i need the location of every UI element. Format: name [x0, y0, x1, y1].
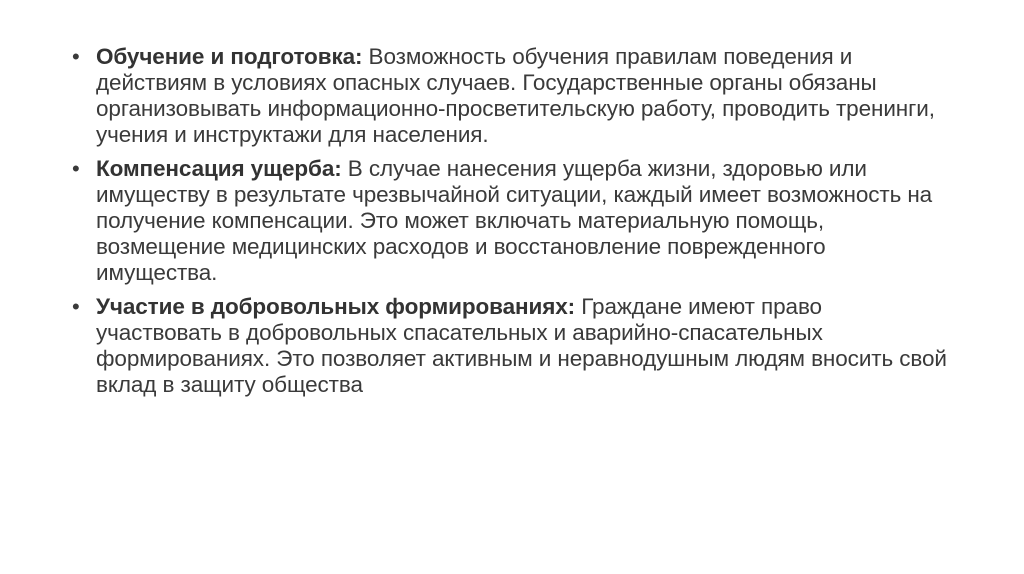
bullet-title: Участие в добровольных формированиях: [96, 294, 576, 319]
bullet-text: Возможность обучения правилам поведения и действиям в условиях опасных случаев. Государственные органы обязаны организовывать информационно-просветительскую работу, проводить тренинги, учения и инструктажи для населения. [96, 44, 935, 147]
bullet-item-volunteer [72, 294, 952, 398]
bullet-title: Компенсация ущерба: [96, 156, 342, 181]
bullet-text: В случае нанесения ущерба жизни, здоровью или имуществу в результате чрезвычайной ситуации, каждый имеет возможность на получение компенсации. Это может включать материальную помощь, возмещение медицинских расходов и восстановление поврежденного имущества. [96, 156, 933, 285]
bullet-text: Граждане имеют право участвовать в добровольных спасательных и аварийно-спасательных формированиях. Это позволяет активным и неравнодушным людям вносить свой вклад в защиту общества [96, 294, 947, 397]
bullet-title: Обучение и подготовка: [96, 44, 363, 69]
bullet-dot-icon: • [72, 44, 80, 69]
bullet-item-training [72, 44, 952, 148]
bullet-dot-icon: • [72, 294, 80, 319]
bullet-list [72, 44, 952, 406]
bullet-dot-icon: • [72, 156, 80, 181]
bullet-item-compensation [72, 156, 952, 286]
